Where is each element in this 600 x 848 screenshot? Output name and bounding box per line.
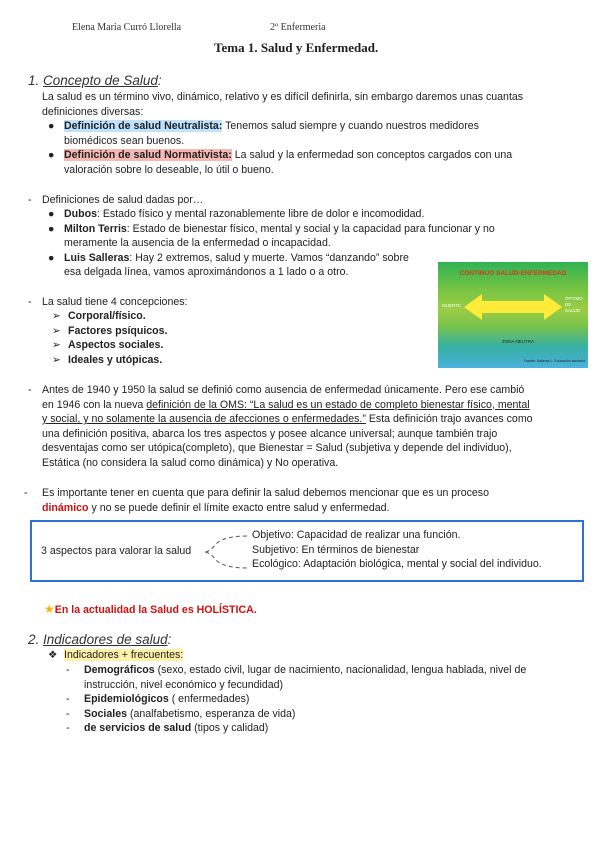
bullet-icon: ● [48, 222, 55, 235]
figure-left-label: MUERTE [442, 303, 461, 308]
author-salleras: Luis Salleras [64, 251, 130, 264]
figure-right-label: ÓPTIMO DE SALUD [565, 296, 583, 313]
concepts-intro-text: La salud tiene 4 concepciones: [42, 296, 188, 308]
aspects-box [30, 520, 584, 582]
authors-intro-text: Definiciones de salud dadas por… [42, 194, 204, 206]
dash-bullet: - [66, 707, 70, 720]
author-salleras-text-2: esa delgada línea, vamos aproximándonos a 1 lado o a otro. [64, 266, 349, 278]
history-line-5: desventajas como ser utópica(completo), que Bienestar = Salud (subjetiva y depende del individuo), [42, 442, 512, 454]
indicator-text: ( enfermedades) [168, 693, 250, 705]
section-2-heading [28, 632, 171, 647]
definition-item [48, 148, 588, 177]
indicator-name: de servicios de salud [84, 722, 192, 734]
process-line-1: Es importante tener en cuenta que para definir la salud debemos mencionar que es un proceso [42, 487, 489, 499]
section-1-number: 1. [28, 73, 40, 88]
dash-bullet: - [66, 722, 70, 734]
history-line-4: una definición positiva, abarca los tres aspectos y posee alcance universal; aunque también trajo [42, 427, 498, 440]
indicator-text: (sexo, estado civil, lugar de nacimiento, nacionalidad, lengua hablada, nivel de [154, 664, 527, 676]
arrow-bullet-icon: ➢ [52, 324, 61, 337]
indicator-item [66, 663, 586, 692]
section-2-title: Indicadores de salud [43, 632, 168, 647]
arrow-bullet-icon: ➢ [52, 310, 61, 322]
neutralista-text-2: biomédicos sean buenos. [64, 134, 185, 147]
brace-icon [202, 532, 252, 572]
section-1-heading [28, 73, 162, 88]
indicator-text-2: instrucción, nivel económico y fecundidad) [84, 678, 284, 691]
intro-paragraph [42, 90, 582, 119]
indicator-item [66, 721, 586, 736]
aspect-ecological: Ecológico: Adaptación biológica, mental y social del individuo. [252, 558, 542, 570]
dash-bullet: - [66, 693, 70, 705]
health-continuum-figure [438, 262, 588, 368]
definition-item [48, 119, 588, 148]
diamond-bullet-icon: ❖ [48, 649, 58, 661]
aspect-objective: Objetivo: Capacidad de realizar una función. [252, 529, 461, 541]
author-terris: Milton Terris [64, 222, 127, 235]
indicators-subheading [48, 648, 183, 663]
author-dubos-text: : Estado físico y mental razonablemente libre de dolor e incomodidad. [96, 208, 425, 220]
aspect-subjective: Subjetivo: En términos de bienestar [252, 543, 420, 556]
normativista-label: Definición de salud Normativista: [64, 149, 232, 161]
oms-definition: definición de la OMS: “La salud es un estado de completo bienestar físico, mental [146, 398, 530, 411]
section-2-number: 2. [28, 632, 40, 647]
concept-item [52, 324, 168, 339]
bullet-icon: ● [48, 149, 55, 161]
history-paragraph: - Antes de 1940 y 1950 la salud se definió como ausencia de enfermedad únicamente. Pero ese cambió en 1946 con la nueva definición de la OMS: “La salud es un estado de completo bienestar físico, mental y social, y no solamente la ausencia de afecciones o enfermedades.” Esta definición trajo avances como una definición positiva, abarca los tres aspectos y posee alcance universal; aunque también trajo desventajas como ser utópica(completo), que Bienestar = Salud (subjetiva y depende del individuo), Estática (no considera la salud como dinámica) y No operativa. [28, 383, 588, 470]
dynamic-keyword: dinámico [42, 501, 89, 514]
authors-intro: - Definiciones de salud dadas por… [28, 194, 204, 206]
indicator-text: (analfabetismo, esperanza de vida) [127, 707, 296, 720]
concept-label: Corporal/físico. [68, 310, 146, 322]
figure-center-label: ZONA NEUTRA [502, 339, 535, 344]
author-terris-text-2: meramente la ausencia de la enfermedad o incapacidad. [64, 237, 331, 249]
indicator-item [66, 692, 586, 707]
figure-caption: Fuente: Salleras L. Educación sanitaria [524, 359, 585, 363]
holistic-text: En la actualidad la Salud es HOLÍSTICA. [54, 604, 257, 616]
aspects-label: 3 aspectos para valorar la salud [41, 545, 192, 557]
author-terris-text: : Estado de bienestar físico, mental y social y la capacidad para funcionar y no [126, 222, 495, 235]
author-dubos: Dubos [64, 208, 97, 220]
page-title: Tema 1. Salud y Enfermedad. [214, 40, 379, 55]
author-item [48, 207, 583, 222]
bullet-icon: ● [48, 251, 55, 264]
dash-bullet: - [66, 664, 70, 676]
arrow-bullet-icon: ➢ [52, 353, 61, 366]
indicator-text: (tipos y calidad) [191, 722, 269, 734]
indicator-name: Sociales [84, 707, 127, 720]
concepts-list [52, 309, 168, 367]
neutralista-label: Definición de salud Neutralista: [64, 120, 223, 132]
intro-line-2: definiciones diversas: [42, 105, 144, 118]
history-line-6: Estática (no considera la salud como dinámica) y No operativa. [42, 456, 339, 469]
intro-line-1: La salud es un término vivo, dinámico, relativo y es difícil definirla, sin embargo daremos unas cuantas [42, 91, 524, 103]
concept-label: Ideales y utópicas. [68, 353, 163, 366]
process-paragraph: - Es importante tener en cuenta que para definir la salud debemos mencionar que es un proceso dinámico y no se puede definir el límite exacto entre salud y enfermedad. [24, 487, 489, 514]
concept-item [52, 353, 168, 368]
indicator-name: Demográficos [84, 664, 155, 676]
concepts-intro: - La salud tiene 4 concepciones: [28, 296, 188, 308]
section-1-title: Concepto de Salud [43, 73, 158, 88]
section-1-colon: : [157, 73, 162, 88]
aspects-list [252, 528, 542, 572]
indicator-item [66, 707, 586, 722]
neutralista-text: Tenemos salud siempre y cuando nuestros medidores [222, 120, 479, 132]
process-line-2: y no se puede definir el límite exacto entre salud y enfermedad. [88, 501, 390, 514]
history-line-3b: Esta definición trajo avances como [365, 413, 533, 425]
star-icon: ★ [44, 602, 55, 616]
concept-item [52, 338, 168, 353]
figure-title: CONTINUO SALUD-ENFERMEDAD [459, 270, 567, 277]
normativista-text-2: valoración sobre lo deseable, lo útil o bueno. [64, 163, 274, 176]
holistic-note [44, 602, 257, 616]
double-arrow-icon [438, 262, 588, 368]
author-salleras-text: : Hay 2 extremos, salud y muerte. Vamos “danzando” sobre [129, 251, 409, 264]
indicator-name: Epidemiológicos [84, 693, 169, 705]
arrow-bullet-icon: ➢ [52, 339, 61, 351]
definition-list [48, 119, 588, 177]
course-name: 2º Enfermeria [270, 22, 326, 33]
concept-label: Factores psíquicos. [68, 324, 168, 337]
author-name: Elena Maria Curró Llorella [72, 22, 182, 33]
history-line-2a: en 1946 con la nueva [42, 398, 147, 411]
author-item [48, 222, 583, 251]
concept-item [52, 309, 168, 324]
history-line-1: Antes de 1940 y 1950 la salud se definió como ausencia de enfermedad únicamente. Pero ese cambió [42, 384, 525, 396]
indicators-sub-text: Indicadores + frecuentes: [64, 649, 184, 661]
concept-label: Aspectos sociales. [68, 339, 164, 351]
bullet-icon: ● [48, 208, 55, 220]
bullet-icon: ● [48, 120, 55, 132]
section-2-colon: : [167, 632, 172, 647]
indicators-list [66, 663, 586, 736]
oms-definition-cont: y social, y no solamente la ausencia de afecciones o enfermedades.” [42, 413, 366, 425]
normativista-text: La salud y la enfermedad son conceptos cargados con una [231, 149, 513, 161]
